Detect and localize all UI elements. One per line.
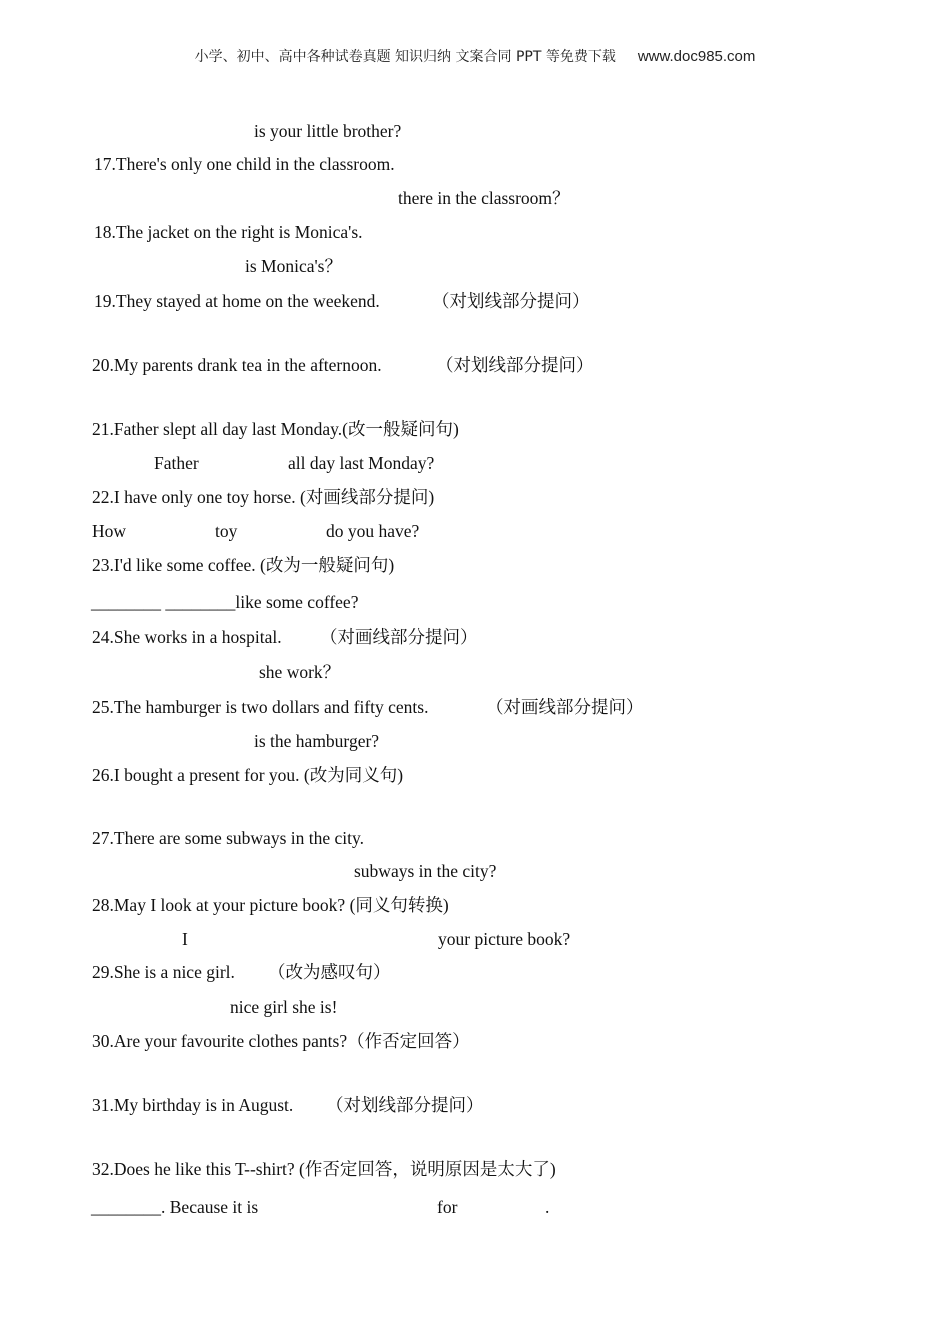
q32-prompt: 32.Does he like this T--shirt? (作否定回答，说明原因是太大了) (92, 1159, 556, 1179)
q22-answer-toy: toy (215, 521, 238, 541)
q29-answer-line: nice girl she is! (230, 997, 338, 1017)
q21-answer-start: Father (154, 453, 199, 473)
q28-answer-end: your picture book? (438, 929, 571, 949)
q17-prompt: 17.There's only one child in the classroom. (94, 154, 395, 174)
q16-answer-line: is your little brother? (254, 121, 402, 141)
q27-prompt: 27.There are some subways in the city. (92, 828, 364, 848)
q21-answer-end: all day last Monday? (288, 453, 435, 473)
q21-prompt: 21.Father slept all day last Monday.(改一般疑问句) (92, 419, 459, 439)
q31-prompt: 31.My birthday is in August. (92, 1095, 294, 1115)
header-text: 小学、初中、高中各种试卷真题 知识归纳 文案合同 PPT 等免费下载 (194, 49, 616, 65)
header-url: www.doc985.com (637, 48, 756, 65)
q31-instruction: （对划线部分提问） (326, 1095, 484, 1115)
q22-prompt: 22.I have only one toy horse. (对画线部分提问) (92, 487, 435, 507)
q19-instruction: （对划线部分提问） (432, 291, 590, 311)
q28-prompt: 28.May I look at your picture book? (同义句转换) (92, 895, 449, 915)
q23-answer-line: ________ ________like some coffee? (91, 592, 359, 612)
q18-prompt: 18.The jacket on the right is Monica's. (94, 222, 363, 242)
q24-prompt: 24.She works in a hospital. (92, 627, 282, 647)
q28-answer-start: I (182, 929, 188, 949)
q20-instruction: （对划线部分提问） (436, 355, 594, 375)
q32-answer-for: for (437, 1197, 458, 1217)
q24-answer-line: she work？ (259, 662, 341, 682)
q25-answer-line: is the hamburger? (254, 731, 380, 751)
q19-prompt: 19.They stayed at home on the weekend. (94, 291, 380, 311)
q32-answer-start: ________. Because it is (91, 1197, 259, 1217)
q26-prompt: 26.I bought a present for you. (改为同义句) (92, 765, 404, 785)
q18-answer-line: is Monica's？ (245, 256, 342, 276)
q20-prompt: 20.My parents drank tea in the afternoon. (92, 355, 382, 375)
q30-prompt: 30.Are your favourite clothes pants?（作否定回答） (92, 1031, 470, 1051)
q25-prompt: 25.The hamburger is two dollars and fifty cents. (92, 697, 429, 717)
q22-answer-how: How (92, 521, 127, 541)
q29-prompt: 29.She is a nice girl. (92, 962, 235, 982)
q32-answer-period: . (545, 1197, 550, 1217)
q22-answer-end: do you have? (326, 521, 420, 541)
page-header (0, 46, 950, 66)
q25-instruction: （对画线部分提问） (486, 697, 644, 717)
q17-answer-line: there in the classroom？ (398, 188, 570, 208)
q27-answer-line: subways in the city? (354, 861, 497, 881)
q29-instruction: （改为感叹句） (268, 962, 391, 982)
q24-instruction: （对画线部分提问） (320, 627, 478, 647)
q23-prompt: 23.I'd like some coffee. (改为一般疑问句) (92, 555, 395, 575)
